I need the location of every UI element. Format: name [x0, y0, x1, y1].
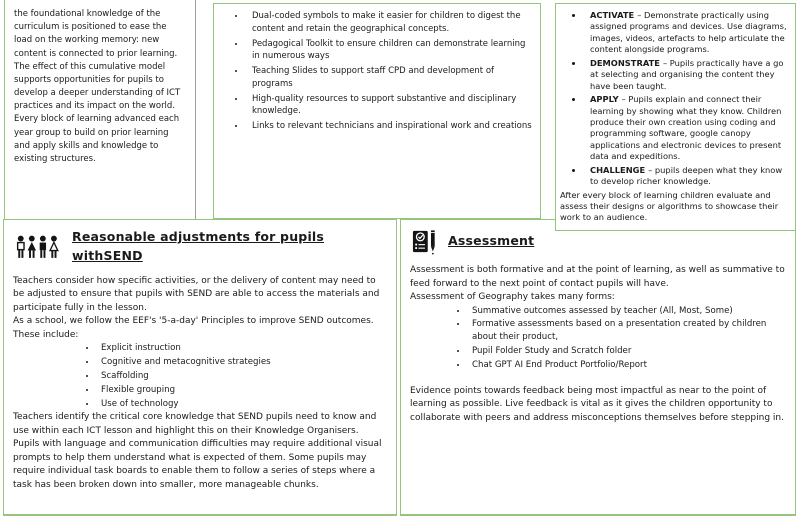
- send-adjustments-box: [3, 219, 397, 516]
- send-para-1: Teachers consider how specific activities, or the delivery of content may need to be adjusted to ensure that pupils with SEND are able to access the materials and participate fully in the lesson.: [13, 275, 380, 313]
- cycle-item-apply: [584, 94, 788, 163]
- send-para-2: As a school, we follow the EEF's '5-a-day' Principles to improve SEND outcomes. These include:: [13, 316, 374, 340]
- list-item: • Teaching Slides to support staff CPD and development of programs: [246, 65, 532, 91]
- curriculum-overview-box: [4, 0, 196, 219]
- assessment-para-1: Assessment is both formative and at the point of learning, as well as summative to feed forward to the next point of contact pupils will have.: [410, 265, 785, 289]
- cycle-term: DEMONSTRATE: [590, 57, 660, 68]
- cycle-item-activate: [584, 10, 788, 56]
- list-item: • Pedagogical Toolkit to ensure children can demonstrate learning in numerous ways: [246, 38, 532, 64]
- send-heading: Reasonable adjustments for pupils withSEND: [72, 229, 325, 263]
- list-item: • High-quality resources to support substantive and disciplinary knowledge.: [246, 93, 532, 119]
- list-item: • Pupil Folder Study and Scratch folder: [468, 345, 785, 358]
- send-para-4: Pupils with language and communication difficulties may require additional visual prompts to help them understand what is expected of them. Some pupils may require individual task boards to enable them to follow a series of steps where a task has been broken down into smaller, more manageable chunks.: [13, 439, 382, 490]
- send-heading-row: [15, 228, 386, 266]
- cycle-term: ACTIVATE: [590, 10, 635, 20]
- assessment-forms-list: [410, 305, 785, 372]
- assessment-para-3: Evidence points towards feedback being most impactful as near to the point of learning as possible. Live feedback is vital as it gives the children opportunity to collaborate with peers and address misconceptions themselves before stepping in.: [410, 385, 784, 423]
- cycle-text: – pupils deepen what they know to develop richer knowledge.: [590, 164, 783, 187]
- assessment-heading: Assessment: [448, 233, 535, 249]
- list-item: • Use of technology: [97, 398, 386, 411]
- cycle-item-demonstrate: [584, 58, 788, 92]
- list-item: • Dual-coded symbols to make it easier for children to digest the content and retain the geographical concepts.: [246, 10, 532, 36]
- cycle-text: – Demonstrate practically using assigned programs and devices. Use diagrams, images, videos, artefacts to help articulate the content alongside programs.: [590, 10, 787, 55]
- cycle-term: APPLY: [590, 94, 619, 105]
- list-item: • Formative assessments based on a presentation created by children about their product,: [468, 318, 785, 344]
- resources-list: [218, 10, 532, 133]
- send-para-3: Teachers identify the critical core knowledge that SEND pupils need to know and use within each ICT lesson and highlight this on their Knowledge Organisers.: [13, 412, 377, 436]
- cycle-term: CHALLENGE: [590, 164, 646, 175]
- learning-cycle-list: [560, 10, 788, 188]
- cycle-text: – Pupils practically have a go at selecting and organising the content they have been taught.: [590, 57, 784, 91]
- cycle-item-challenge: [584, 165, 788, 188]
- list-item: • Explicit instruction: [97, 342, 386, 355]
- assessment-box: [400, 219, 796, 516]
- people-group-icon: [15, 235, 61, 259]
- list-item: • Chat GPT AI End Product Portfolio/Report: [468, 359, 785, 372]
- cycle-text: – Pupils explain and connect their learning by showing what they know. Children produce their own creation using coding and programming software, google canopy applications and electronic devices to present data and expeditions.: [590, 94, 782, 162]
- assessment-para-2: Assessment of Geography takes many forms:: [410, 292, 615, 302]
- list-item: • Links to relevant technicians and inspirational work and creations: [246, 120, 532, 133]
- list-item: • Flexible grouping: [97, 384, 386, 397]
- learning-cycle-box: [555, 3, 796, 231]
- assessment-heading-row: [412, 228, 785, 255]
- clipboard-pencil-icon: [412, 228, 437, 255]
- send-principles-list: [13, 342, 386, 410]
- curriculum-overview-text: the foundational knowledge of the curriculum is positioned to ease the load on the working memory: new content is connected to prior learning. The effect of this cumulative model supports opportunities for pupils to develop a deeper understanding of ICT practices and its impact on the world. Every block of learning advanced each year group to build on prior learning and apply skills and knowledge to existing structures.: [14, 9, 181, 164]
- list-item: • Cognitive and metacognitive strategies: [97, 356, 386, 369]
- resources-box: [213, 3, 541, 219]
- cycle-footer-text: After every block of learning children evaluate and assess their designs or algorithms to showcase their work to an audience.: [560, 189, 779, 223]
- list-item: • Scaffolding: [97, 370, 386, 383]
- list-item: • Summative outcomes assessed by teacher (All, Most, Some): [468, 305, 785, 318]
